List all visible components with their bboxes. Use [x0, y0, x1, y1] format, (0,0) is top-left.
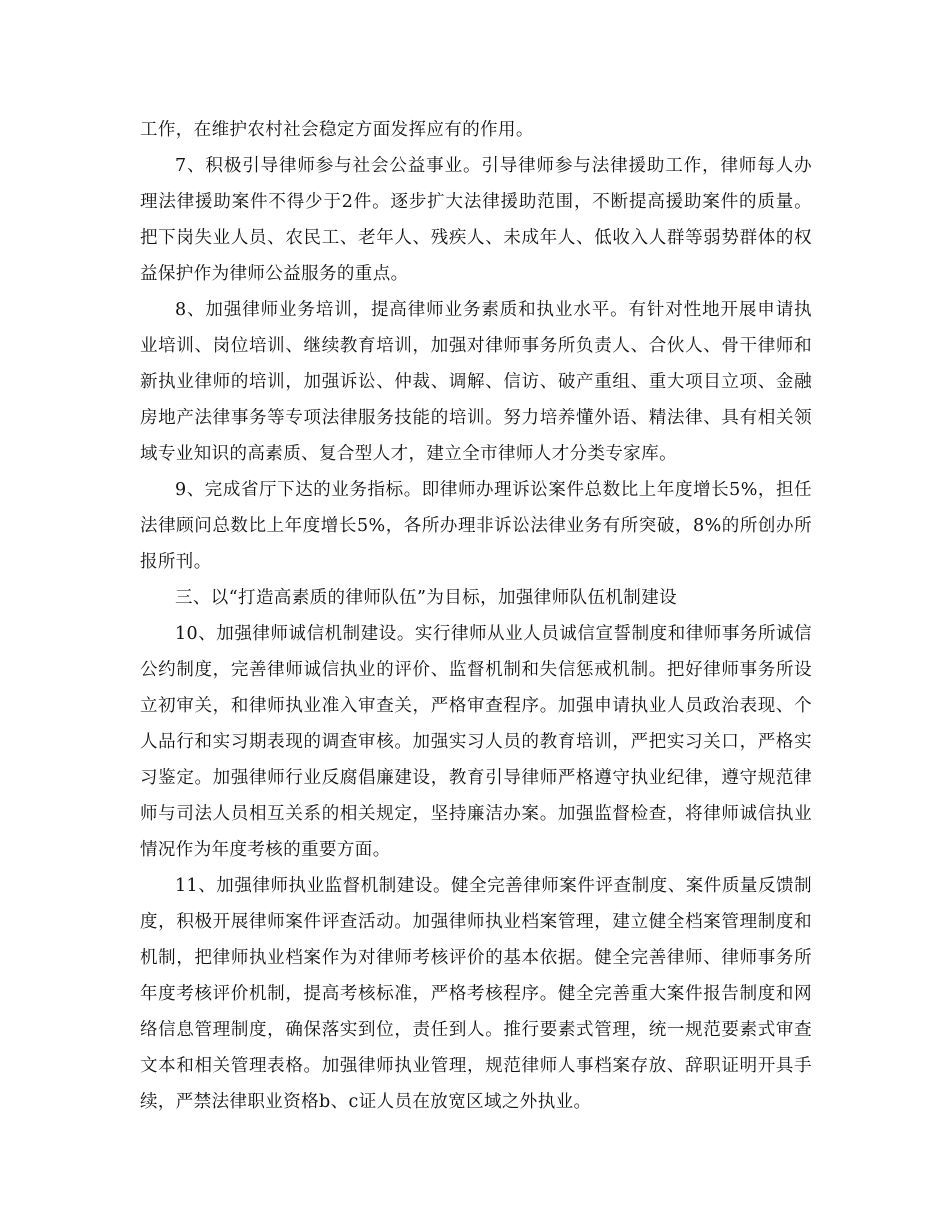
paragraph-item-9: 9、完成省厅下达的业务指标。即律师办理诉讼案件总数比上年度增长5%，担任法律顾问总数比上年度增长5%，各所办理非诉讼法律业务有所突破，8%的所创办所报所刊。 [140, 480, 812, 572]
section-heading-3: 三、以“打造高素质的律师队伍”为目标，加强律师队伍机制建设 [175, 588, 677, 608]
paragraph-item-10: 10、加强律师诚信机制建设。实行律师从业人员诚信宣誓制度和律师事务所诚信公约制度，完善律师诚信执业的评价、监督机制和失信惩戒机制。把好律师事务所设立初审关，和律师执业准入审查关，严格审查程序。加强申请执业人员政治表现、个人品行和实习期表现的调查审核。加强实习人员的教育培训，严把实习关口，严格实习鉴定。加强律师行业反腐倡廉建设，教育引导律师严格遵守执业纪律，遵守规范律师与司法人员相互关系的相关规定，坚持廉洁办案。加强监督检查，将律师诚信执业情况作为年度考核的重要方面。 [140, 624, 812, 860]
paragraph-item-8: 8、加强律师业务培训，提高律师业务素质和执业水平。有针对性地开展申请执业培训、岗位培训、继续教育培训，加强对律师事务所负责人、合伙人、骨干律师和新执业律师的培训，加强诉讼、仲裁、调解、信访、破产重组、重大项目立项、金融房地产法律事务等专项法律服务技能的培训。努力培养懂外语、精法律、具有相关领域专业知识的高素质、复合型人才，建立全市律师人才分类专家库。 [140, 300, 812, 464]
document-page [140, 112, 812, 1120]
paragraph-item-7: 7、积极引导律师参与社会公益事业。引导律师参与法律援助工作，律师每人办理法律援助案件不得少于2件。逐步扩大法律援助范围，不断提高援助案件的质量。把下岗失业人员、农民工、老年人、残疾人、未成年人、低收入人群等弱势群体的权益保护作为律师公益服务的重点。 [140, 156, 812, 284]
paragraph-item-11: 11、加强律师执业监督机制建设。健全完善律师案件评查制度、案件质量反馈制度，积极开展律师案件评查活动。加强律师执业档案管理，建立健全档案管理制度和机制，把律师执业档案作为对律师考核评价的基本依据。健全完善律师、律师事务所年度考核评价机制，提高考核标准，严格考核程序。健全完善重大案件报告制度和网络信息管理制度，确保落实到位，责任到人。推行要素式管理，统一规范要素式审查文本和相关管理表格。加强律师执业管理，规范律师人事档案存放、辞职证明开具手续，严禁法律职业资格b、c证人员在放宽区域之外执业。 [140, 876, 812, 1112]
paragraph-continuation: 工作，在维护农村社会稳定方面发挥应有的作用。 [140, 120, 534, 140]
